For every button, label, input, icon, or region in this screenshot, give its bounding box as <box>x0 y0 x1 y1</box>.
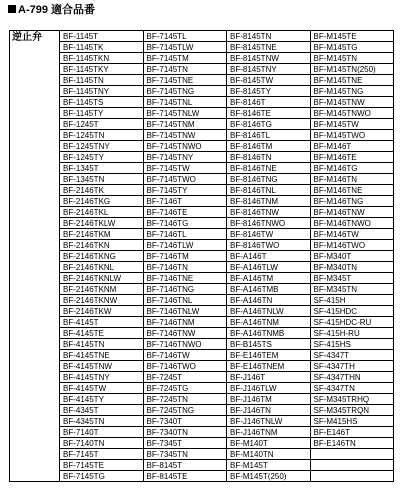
part-number-cell: BF-M345TN <box>310 284 394 295</box>
part-number-cell: BF-M145TWO <box>310 130 394 141</box>
part-number-cell: BF-2146TKNL <box>60 262 144 273</box>
part-number-cell: BF-M146TNE <box>310 185 394 196</box>
part-number-cell: BF-7145TG <box>60 471 144 482</box>
part-number-cell: BF-4145T <box>60 317 144 328</box>
table-row <box>10 86 394 97</box>
part-number-cell: BF-7145TNWO <box>143 141 227 152</box>
part-number-cell: BF-7245TNG <box>143 405 227 416</box>
table-row <box>10 350 394 361</box>
part-number-cell: BF-7145TNE <box>143 75 227 86</box>
part-number-cell: BF-7145TL <box>143 31 227 42</box>
part-number-cell: BF-4145TE <box>60 328 144 339</box>
part-number-cell: BF-2146TKM <box>60 229 144 240</box>
table-row <box>10 460 394 471</box>
part-number-cell: BF-M146TE <box>310 152 394 163</box>
part-number-cell: BF-2146TKN <box>60 240 144 251</box>
table-row <box>10 306 394 317</box>
part-number-cell: SF-4347T <box>310 350 394 361</box>
part-number-cell: SF-M415HS <box>310 416 394 427</box>
part-number-cell: BF-7145TY <box>143 185 227 196</box>
table-row <box>10 207 394 218</box>
part-number-cell: BF-7245TG <box>143 383 227 394</box>
part-number-cell: BF-M146TNWO <box>310 218 394 229</box>
table-row <box>10 383 394 394</box>
table-row <box>10 75 394 86</box>
part-number-cell: BF-7140T <box>60 427 144 438</box>
part-number-cell: BF-2146TKNLW <box>60 273 144 284</box>
part-number-cell: BF-4345T <box>60 405 144 416</box>
part-number-cell: BF-8145TW <box>227 75 311 86</box>
part-number-cell: BF-A146TN <box>227 295 311 306</box>
part-number-cell: BF-A146TM <box>227 273 311 284</box>
part-number-cell: BF-7146TNL <box>143 295 227 306</box>
table-row <box>10 317 394 328</box>
part-number-cell: BF-7146TE <box>143 207 227 218</box>
table-row <box>10 361 394 372</box>
part-number-cell: BF-4145TN <box>60 339 144 350</box>
part-number-cell: BF-2146TKLW <box>60 218 144 229</box>
part-number-cell: BF-7145T <box>60 449 144 460</box>
part-number-cell: BF-A146TNLW <box>227 306 311 317</box>
part-number-cell: BF-8145TNE <box>227 42 311 53</box>
part-number-cell: BF-M145TNW <box>310 97 394 108</box>
page-title-text: A-799 適合品番 <box>18 4 96 16</box>
table-row <box>10 284 394 295</box>
part-number-cell: BF-A146T <box>227 251 311 262</box>
part-number-cell: BF-7145TN <box>143 64 227 75</box>
part-number-cell: BF-8145TE <box>143 471 227 482</box>
part-number-cell: BF-M145TN(250) <box>310 64 394 75</box>
table-row <box>10 152 394 163</box>
part-number-cell: BF-J146TM <box>227 394 311 405</box>
part-number-cell: BF-M145TNG <box>310 86 394 97</box>
part-number-cell: BF-7146TNWO <box>143 339 227 350</box>
table-row <box>10 471 394 482</box>
category-cell: 逆止弁 <box>10 31 60 482</box>
table-row <box>10 163 394 174</box>
part-number-cell: BF-E146TNEM <box>227 361 311 372</box>
table-row <box>10 416 394 427</box>
compatible-parts-table-body <box>10 31 394 482</box>
part-number-cell: BF-4145TNY <box>60 372 144 383</box>
table-row <box>10 53 394 64</box>
table-row <box>10 130 394 141</box>
part-number-cell: BF-E146TN <box>310 438 394 449</box>
table-row <box>10 449 394 460</box>
part-number-cell: BF-8146TM <box>227 141 311 152</box>
part-number-cell: BF-8146TWO <box>227 240 311 251</box>
part-number-cell: BF-7345TN <box>143 449 227 460</box>
part-number-cell: BF-1145TS <box>60 97 144 108</box>
part-number-cell: BF-7345T <box>143 438 227 449</box>
part-number-cell: BF-7146TL <box>143 229 227 240</box>
part-number-cell: BF-8146TNG <box>227 174 311 185</box>
part-number-cell: BF-7146TNG <box>143 284 227 295</box>
table-row <box>10 31 394 42</box>
part-number-cell: BF-M145TW <box>310 119 394 130</box>
part-number-cell: BF-7145TNY <box>143 152 227 163</box>
part-number-cell: BF-7145TNM <box>143 119 227 130</box>
table-row <box>10 97 394 108</box>
part-number-cell: BF-8146TG <box>227 119 311 130</box>
part-number-cell <box>310 449 394 460</box>
part-number-cell: BF-4345TN <box>60 416 144 427</box>
part-number-cell: BF-4145TY <box>60 394 144 405</box>
table-row <box>10 262 394 273</box>
part-number-cell: SF-415HDC <box>310 306 394 317</box>
part-number-cell: BF-M145TE <box>310 31 394 42</box>
part-number-cell: BF-M146T <box>310 141 394 152</box>
part-number-cell: SF-4347TN <box>310 383 394 394</box>
part-number-cell: BF-M340T <box>310 251 394 262</box>
table-row <box>10 405 394 416</box>
part-number-cell: BF-1145TN <box>60 75 144 86</box>
part-number-cell: BF-7145TNW <box>143 130 227 141</box>
part-number-cell: BF-8145TNW <box>227 53 311 64</box>
part-number-cell: BF-7245TN <box>143 394 227 405</box>
part-number-cell: BF-M146TNG <box>310 196 394 207</box>
part-number-cell: BF-1145TKN <box>60 53 144 64</box>
part-number-cell: SF-415H <box>310 295 394 306</box>
part-number-cell: BF-7145TNL <box>143 97 227 108</box>
table-row <box>10 427 394 438</box>
part-number-cell: BF-1145TK <box>60 42 144 53</box>
table-row <box>10 240 394 251</box>
part-number-cell: SF-4347THN <box>310 372 394 383</box>
part-number-cell: BF-7146TLW <box>143 240 227 251</box>
part-number-cell: BF-J146TN <box>227 405 311 416</box>
part-number-cell: BF-E146TEM <box>227 350 311 361</box>
square-bullet-icon <box>8 5 16 13</box>
compatible-parts-table <box>9 30 394 482</box>
part-number-cell: BF-1145T <box>60 31 144 42</box>
part-number-cell: BF-7145TW <box>143 163 227 174</box>
part-number-cell: BF-E146T <box>310 427 394 438</box>
part-number-cell: BF-8145TY <box>227 86 311 97</box>
part-number-cell: SF-M345TRHQ <box>310 394 394 405</box>
part-number-cell: BF-B145TS <box>227 339 311 350</box>
part-number-cell: BF-8146TNE <box>227 163 311 174</box>
part-number-cell: BF-A146TLW <box>227 262 311 273</box>
part-number-cell: BF-1345T <box>60 163 144 174</box>
part-number-cell: SF-4347TH <box>310 361 394 372</box>
part-number-cell: BF-A146TNM <box>227 317 311 328</box>
part-number-cell: BF-7146TNW <box>143 328 227 339</box>
part-number-cell: BF-1245T <box>60 119 144 130</box>
table-row <box>10 108 394 119</box>
part-number-cell: BF-7146TM <box>143 251 227 262</box>
part-number-cell: BF-4145TW <box>60 383 144 394</box>
part-number-cell: BF-7146TG <box>143 218 227 229</box>
part-number-cell: BF-1245TN <box>60 130 144 141</box>
table-row <box>10 119 394 130</box>
part-number-cell: BF-M146TW <box>310 229 394 240</box>
table-row <box>10 42 394 53</box>
part-number-cell: BF-M345T <box>310 273 394 284</box>
table-row <box>10 185 394 196</box>
part-number-cell: BF-2146TKNM <box>60 284 144 295</box>
table-row <box>10 372 394 383</box>
part-number-cell: BF-A146TMB <box>227 284 311 295</box>
table-row <box>10 229 394 240</box>
part-number-cell: BF-8145T <box>143 460 227 471</box>
part-number-cell: BF-7145TNG <box>143 86 227 97</box>
part-number-cell: BF-8145TN <box>227 31 311 42</box>
part-number-cell: BF-J146T <box>227 372 311 383</box>
table-row <box>10 218 394 229</box>
part-number-cell: BF-1145TKY <box>60 64 144 75</box>
part-number-cell: BF-A146TNMB <box>227 328 311 339</box>
part-number-cell: BF-8146TNW <box>227 207 311 218</box>
part-number-cell: BF-7340T <box>143 416 227 427</box>
part-number-cell: BF-M146TNW <box>310 207 394 218</box>
part-number-cell: BF-M145TNWO <box>310 108 394 119</box>
part-number-cell: BF-2146TKNG <box>60 251 144 262</box>
table-row <box>10 141 394 152</box>
part-number-cell: BF-2146TKG <box>60 196 144 207</box>
part-number-cell: BF-M140TN <box>227 449 311 460</box>
part-number-cell: BF-1345TN <box>60 174 144 185</box>
part-number-cell: BF-M145TNE <box>310 75 394 86</box>
part-number-cell: BF-M145T <box>227 460 311 471</box>
part-number-cell: BF-8146TNWO <box>227 218 311 229</box>
part-number-cell: BF-7245T <box>143 372 227 383</box>
part-number-cell: BF-8146TE <box>227 108 311 119</box>
part-number-cell: BF-7145TWO <box>143 174 227 185</box>
part-number-cell: BF-2146TK <box>60 185 144 196</box>
part-number-cell: BF-7145TE <box>60 460 144 471</box>
part-number-cell: BF-M146TN <box>310 174 394 185</box>
part-number-cell: SF-415H-RU <box>310 328 394 339</box>
part-number-cell: BF-J146TNM <box>227 427 311 438</box>
part-number-cell: BF-J146TNLW <box>227 416 311 427</box>
part-number-cell: BF-M146TWO <box>310 240 394 251</box>
part-number-cell: BF-8146T <box>227 97 311 108</box>
part-number-cell: BF-2146TKL <box>60 207 144 218</box>
part-number-cell: BF-7145TNLW <box>143 108 227 119</box>
part-number-cell: BF-7340TN <box>143 427 227 438</box>
part-number-cell: BF-8146TNM <box>227 196 311 207</box>
part-number-cell: BF-7146T <box>143 196 227 207</box>
table-row <box>10 339 394 350</box>
part-number-cell: SF-415HS <box>310 339 394 350</box>
part-number-cell: BF-1245TNY <box>60 141 144 152</box>
part-number-cell: BF-7146TW <box>143 350 227 361</box>
table-row <box>10 174 394 185</box>
part-number-cell: BF-2146TKNW <box>60 295 144 306</box>
part-number-cell: SF-M345TRQN <box>310 405 394 416</box>
part-number-cell: BF-8146TL <box>227 130 311 141</box>
part-number-cell: BF-7146TWO <box>143 361 227 372</box>
part-number-cell: BF-7146TNM <box>143 317 227 328</box>
part-number-cell: BF-2146TKW <box>60 306 144 317</box>
part-number-cell: SF-415HDC-RU <box>310 317 394 328</box>
part-number-cell <box>310 471 394 482</box>
part-number-cell: BF-8146TNL <box>227 185 311 196</box>
part-number-cell: BF-8146TN <box>227 152 311 163</box>
part-number-cell: BF-M145TG <box>310 42 394 53</box>
part-number-cell: BF-7140TN <box>60 438 144 449</box>
part-number-cell: BF-1145TNY <box>60 86 144 97</box>
part-number-cell: BF-8146TW <box>227 229 311 240</box>
part-number-cell <box>310 460 394 471</box>
part-number-cell: BF-7146TNE <box>143 273 227 284</box>
part-number-cell: BF-7145TM <box>143 53 227 64</box>
part-number-cell: BF-M140T <box>227 438 311 449</box>
part-number-cell: BF-4145TNW <box>60 361 144 372</box>
part-number-cell: BF-M145TN <box>310 53 394 64</box>
part-number-cell: BF-1245TY <box>60 152 144 163</box>
table-row <box>10 394 394 405</box>
table-row <box>10 328 394 339</box>
part-number-cell: BF-1145TY <box>60 108 144 119</box>
part-number-cell: BF-7146TN <box>143 262 227 273</box>
table-row <box>10 295 394 306</box>
part-number-cell: BF-M145T(250) <box>227 471 311 482</box>
part-number-cell: BF-8145TNY <box>227 64 311 75</box>
part-number-cell: BF-J146TLW <box>227 383 311 394</box>
table-row <box>10 196 394 207</box>
part-number-cell: BF-M340TN <box>310 262 394 273</box>
table-row <box>10 251 394 262</box>
table-row <box>10 438 394 449</box>
part-number-cell: BF-M146TG <box>310 163 394 174</box>
table-row <box>10 64 394 75</box>
page-title <box>8 2 95 18</box>
part-number-cell: BF-7146TNLW <box>143 306 227 317</box>
part-number-cell: BF-7145TLW <box>143 42 227 53</box>
part-number-cell: BF-4145TNE <box>60 350 144 361</box>
table-row <box>10 273 394 284</box>
